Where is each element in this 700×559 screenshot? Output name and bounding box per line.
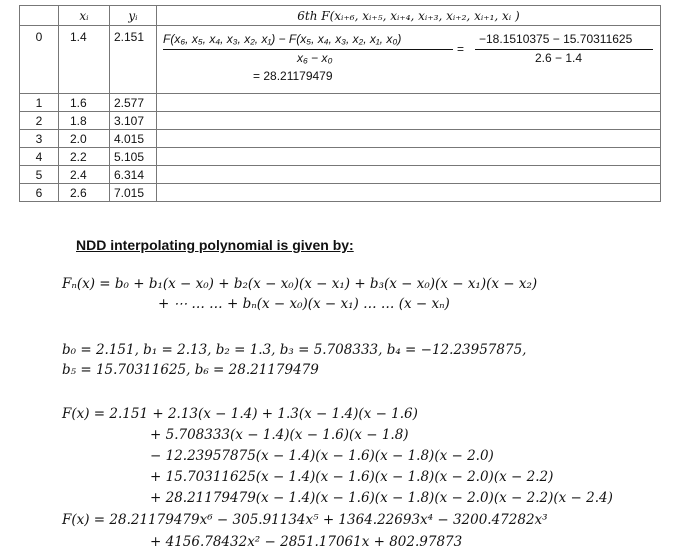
row-x: 2.2 [59,148,110,166]
row-index: 4 [20,148,59,166]
expansion-line-3: − 12.23957875(x − 1.4)(x − 1.6)(x − 1.8)(x − 2.0) [150,448,494,464]
table-row [20,130,661,148]
final-polynomial-line-2: + 4156.78432x² − 2851.17061x + 802.97873 [150,534,463,550]
coefficients-line-2: b₅ = 15.70311625, b₆ = 28.21179479 [62,362,319,378]
row-x: 2.6 [59,184,110,202]
row-x: 1.4 [59,26,110,94]
row-x: 2.0 [59,130,110,148]
row-x: 1.8 [59,112,110,130]
row-empty-cell [157,184,661,202]
expansion-line-1: F(x) = 2.151 + 2.13(x − 1.4) + 1.3(x − 1.4)(x − 1.6) [62,406,418,422]
equals-sign: = [457,42,465,56]
row-empty-cell [157,112,661,130]
row-y: 6.314 [110,166,157,184]
row-index: 2 [20,112,59,130]
fraction-2-bar [475,49,653,50]
section-heading: NDD interpolating polynomial is given by: [76,237,354,253]
table-row [20,166,661,184]
row-empty-cell [157,148,661,166]
general-form-line-2: + ⋯ … … + bₙ(x − x₀)(x − x₁) … … (x − xₙ) [158,296,450,312]
final-polynomial-line-1: F(x) = 28.21179479x⁶ − 305.91134x⁵ + 1364.22693x⁴ − 3200.47282x³ [62,512,548,528]
expansion-line-2: + 5.708333(x − 1.4)(x − 1.6)(x − 1.8) [150,427,409,443]
header-x: xᵢ [59,6,110,26]
fraction-1-bar [163,49,453,50]
divided-difference-table [19,5,661,202]
row-y: 3.107 [110,112,157,130]
fraction-2-denominator: 2.6 − 1.4 [535,51,583,65]
row-y: 5.105 [110,148,157,166]
table-row [20,184,661,202]
sixth-difference-calc [157,26,661,94]
row-y: 2.577 [110,94,157,112]
row-index: 0 [20,26,59,94]
header-sixth-difference: 6th F(xᵢ₊₆, xᵢ₊₅, xᵢ₊₄, xᵢ₊₃, xᵢ₊₂, xᵢ₊₁, xᵢ ) [157,6,661,26]
row-empty-cell [157,166,661,184]
row-empty-cell [157,94,661,112]
header-y: yᵢ [110,6,157,26]
table-row [20,26,661,94]
header-index [20,6,59,26]
coefficients-line-1: b₀ = 2.151, b₁ = 2.13, b₂ = 1.3, b₃ = 5.708333, b₄ = −12.23957875, [62,342,527,358]
table-row [20,112,661,130]
row-empty-cell [157,130,661,148]
row-y: 2.151 [110,26,157,94]
row-x: 1.6 [59,94,110,112]
row-x: 2.4 [59,166,110,184]
row-y: 7.015 [110,184,157,202]
table-row [20,94,661,112]
general-form-line-1: Fₙ(x) = b₀ + b₁(x − x₀) + b₂(x − x₀)(x − x₁) + b₃(x − x₀)(x − x₁)(x − x₂) [62,276,538,292]
table-row [20,148,661,166]
row-y: 4.015 [110,130,157,148]
row-index: 1 [20,94,59,112]
row-index: 5 [20,166,59,184]
fraction-2-numerator: −18.1510375 − 15.70311625 [479,32,633,46]
table-header-row [20,6,661,26]
expansion-line-4: + 15.70311625(x − 1.4)(x − 1.6)(x − 1.8)(x − 2.0)(x − 2.2) [150,469,554,485]
expansion-line-5: + 28.21179479(x − 1.4)(x − 1.6)(x − 1.8)(x − 2.0)(x − 2.2)(x − 2.4) [150,490,613,506]
row-index: 6 [20,184,59,202]
fraction-1-denominator: x₆ − x₀ [297,51,333,65]
row-index: 3 [20,130,59,148]
sixth-difference-result: = 28.21179479 [253,69,333,83]
fraction-1-numerator: F(x₆, x₅, x₄, x₃, x₂, x₁) − F(x₅, x₄, x₃, x₂, x₁, x₀) [163,32,402,46]
